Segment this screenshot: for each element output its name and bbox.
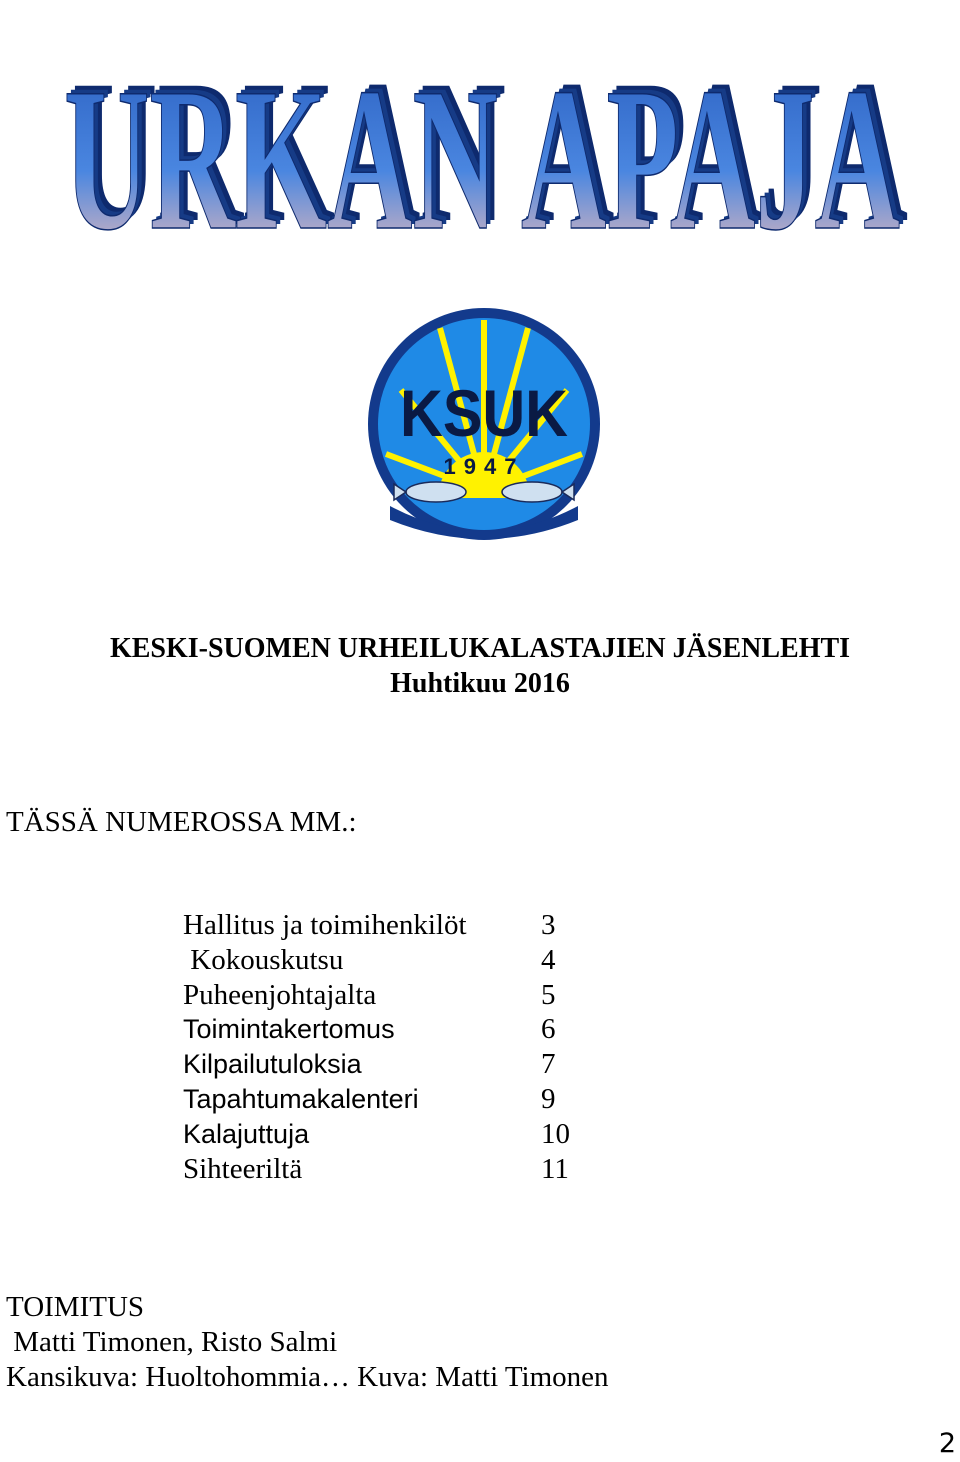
issue-date: Huhtikuu 2016 [390,668,570,699]
toc-item-title: Puheenjohtajalta [183,978,377,1011]
toc-item-page: 10 [541,1117,570,1150]
logo-letters: KSUK [400,376,569,450]
toc-item-title: Kalajuttuja [183,1118,310,1149]
toc-item [183,978,603,1013]
editorial-credits [6,1290,609,1395]
toc-item-page: 7 [541,1048,556,1081]
logo-year: 1947 [443,454,525,479]
toc-item-title: Hallitus ja toimihenkilöt [183,909,467,941]
svg-text:URKAN APAJA: URKAN APAJA [68,42,904,250]
toc-item-title: Kokouskutsu [183,943,344,976]
page-number: 2 [938,1428,956,1459]
contents-heading: TÄSSÄ NUMEROSSA MM.: [6,806,357,838]
club-logo [366,306,602,542]
toc-item-title: Toimintakertomus [183,1014,395,1045]
masthead-title-text: URKAN APAJA [64,46,900,250]
cover-credit: Kansikuva: Huoltohommia… Kuva: Matti Timonen [6,1361,609,1393]
credits-heading: TOIMITUS [6,1291,145,1323]
toc-item-page: 3 [541,909,556,941]
toc-item-title: Sihteeriltä [183,1152,303,1185]
toc-item-title: Kilpailutuloksia [183,1049,362,1080]
toc-item-page: 9 [541,1082,556,1115]
toc-item-page: 4 [541,943,556,976]
masthead-title [40,0,920,250]
toc-item [183,943,603,978]
toc-item-page: 6 [541,1013,556,1046]
toc-item [183,1047,603,1082]
toc-item-title: Tapahtumakalenteri [183,1083,419,1114]
toc-item-page: 5 [541,978,556,1011]
toc-item [183,908,603,943]
toc-item [183,1012,603,1047]
svg-text:URKAN APAJA: URKAN APAJA [72,38,908,250]
editors-line: Matti Timonen, Risto Salmi [6,1326,338,1358]
magazine-subtitle: KESKI-SUOMEN URHEILUKALASTAJIEN JÄSENLEHTI [109,633,851,664]
toc-item [183,1152,603,1187]
toc-item [183,1082,603,1117]
table-of-contents [183,908,603,1186]
toc-item-page: 11 [541,1152,569,1185]
toc-item [183,1117,603,1152]
